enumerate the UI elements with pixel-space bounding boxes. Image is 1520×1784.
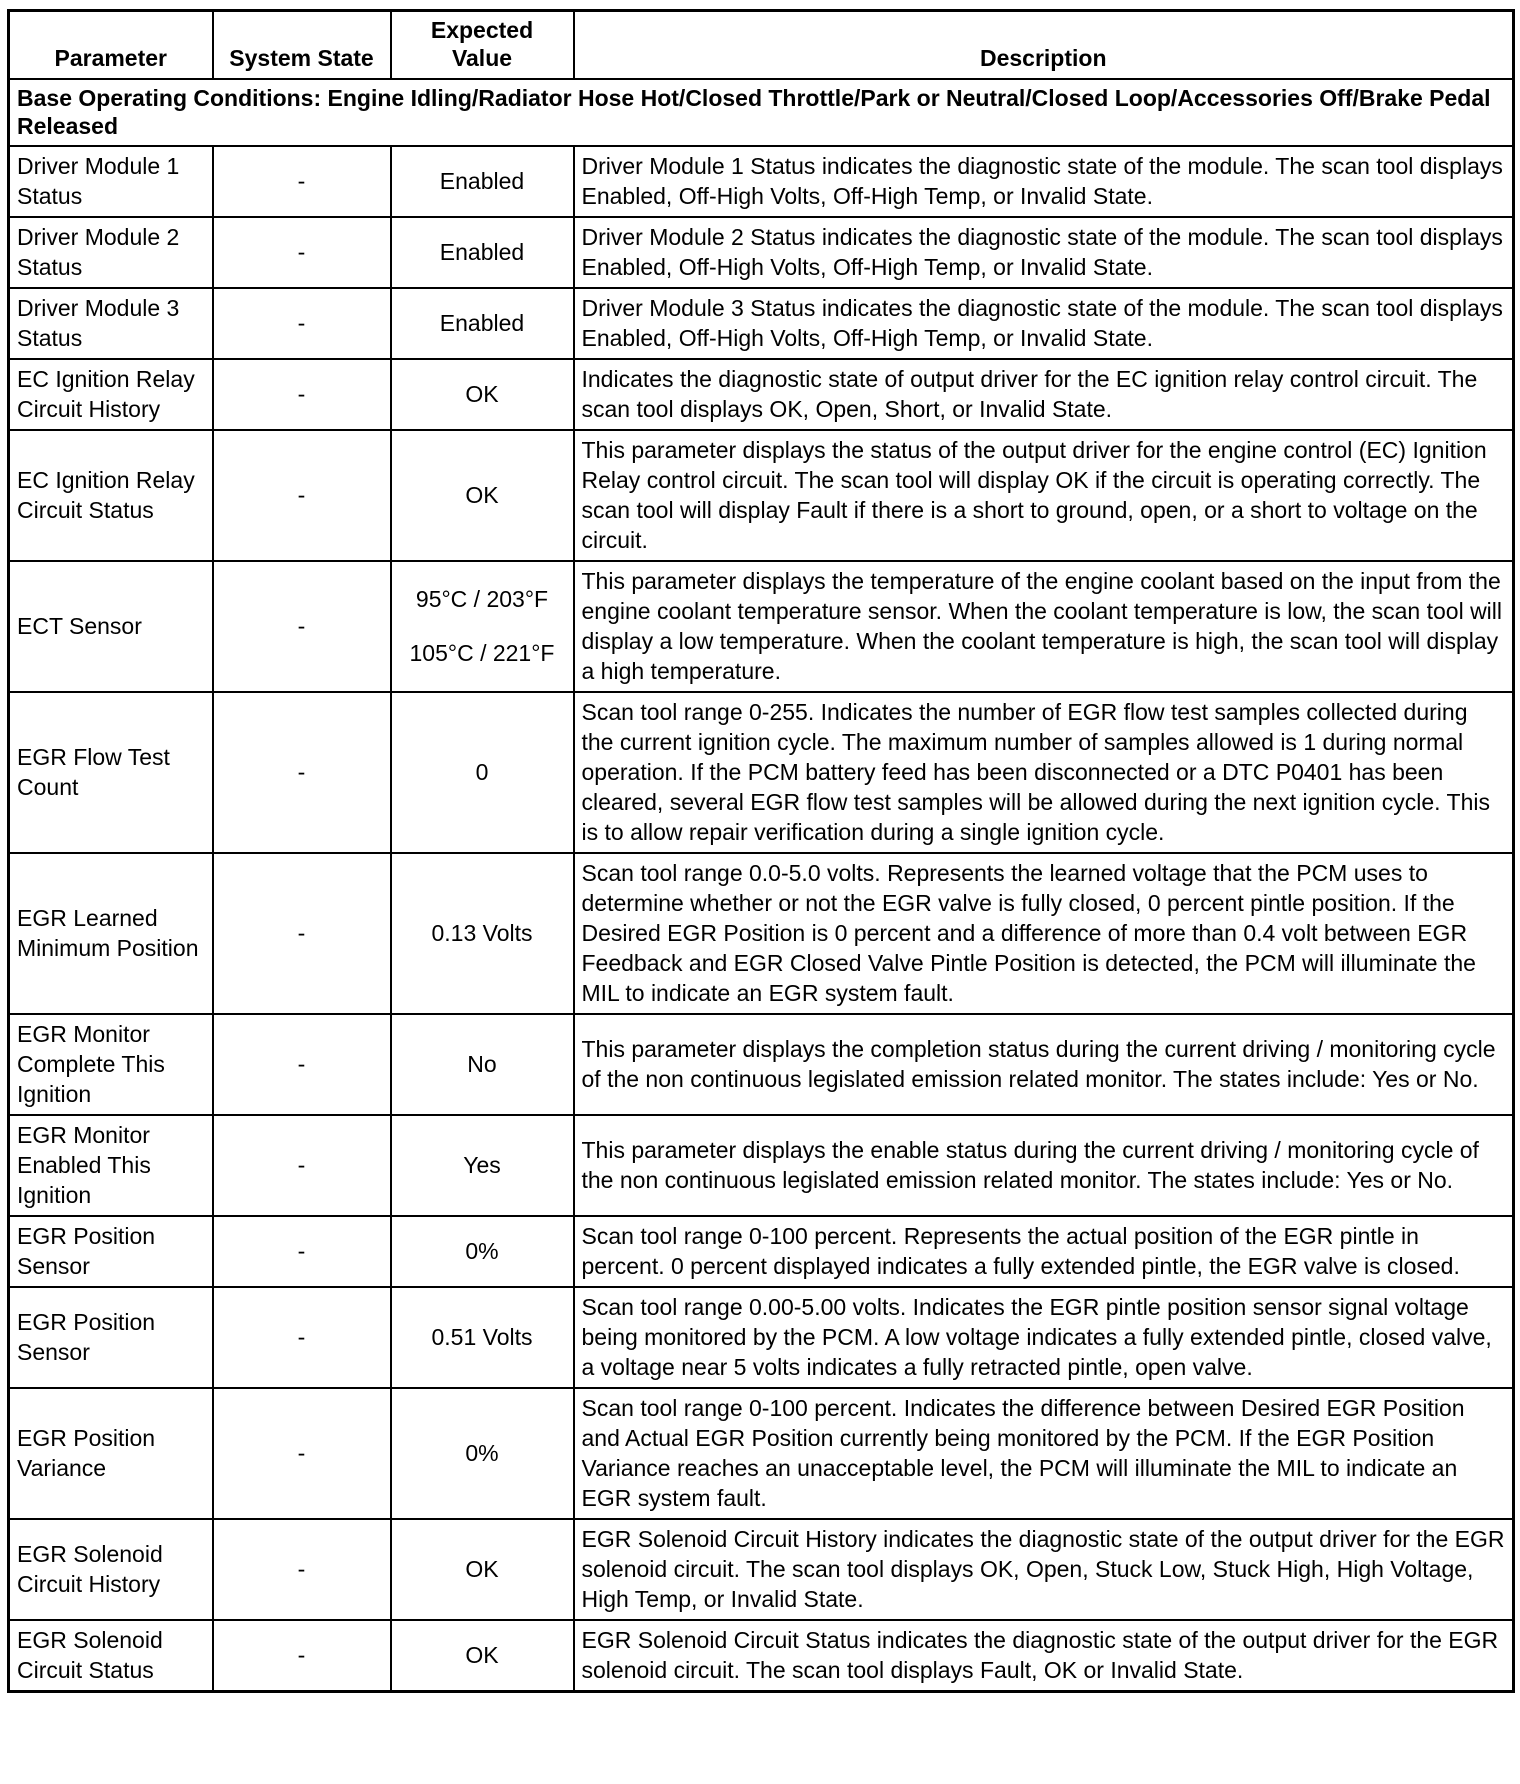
description-cell: Scan tool range 0-100 percent. Represents the actual position of the EGR pintle in percent. 0 percent displayed indicates a fully extended pintle, the EGR valve is closed. bbox=[574, 1216, 1514, 1287]
description-cell: Scan tool range 0-100 percent. Indicates the difference between Desired EGR Position and Actual EGR Position currently being monitored by the PCM. If the EGR Position Variance reaches an unacceptable level, the PCM will illuminate the MIL to indicate an EGR system fault. bbox=[574, 1388, 1514, 1519]
parameter-cell: EGR Flow Test Count bbox=[9, 692, 213, 853]
table-row bbox=[9, 1014, 1514, 1115]
table-row bbox=[9, 853, 1514, 1014]
system-state-cell: - bbox=[213, 1216, 391, 1287]
system-state-cell: - bbox=[213, 217, 391, 288]
parameter-cell: Driver Module 2 Status bbox=[9, 217, 213, 288]
parameter-cell: EGR Position Variance bbox=[9, 1388, 213, 1519]
expected-value: Enabled bbox=[439, 168, 525, 194]
table-row bbox=[9, 1519, 1514, 1620]
expected-value-cell bbox=[391, 1115, 574, 1216]
table-row bbox=[9, 1287, 1514, 1388]
expected-value: Enabled bbox=[439, 310, 525, 336]
description-cell: This parameter displays the completion status during the current driving / monitoring cycle of the non continuous legislated emission related monitor. The states include: Yes or No. bbox=[574, 1014, 1514, 1115]
expected-value-cell bbox=[391, 430, 574, 561]
expected-value-cell bbox=[391, 359, 574, 430]
conditions-row bbox=[9, 79, 1514, 146]
expected-value: Yes bbox=[463, 1152, 501, 1178]
parameter-cell: EC Ignition Relay Circuit History bbox=[9, 359, 213, 430]
parameter-table bbox=[7, 9, 1515, 1693]
description-cell: This parameter displays the enable status during the current driving / monitoring cycle of the non continuous legislated emission related monitor. The states include: Yes or No. bbox=[574, 1115, 1514, 1216]
expected-value-cell bbox=[391, 692, 574, 853]
parameter-cell: EGR Solenoid Circuit History bbox=[9, 1519, 213, 1620]
system-state-cell: - bbox=[213, 853, 391, 1014]
parameter-cell: EGR Position Sensor bbox=[9, 1216, 213, 1287]
expected-value: Enabled bbox=[439, 239, 525, 265]
description-cell: Indicates the diagnostic state of output driver for the EC ignition relay control circuit. The scan tool displays OK, Open, Short, or Invalid State. bbox=[574, 359, 1514, 430]
table-row bbox=[9, 1388, 1514, 1519]
parameter-cell: EGR Position Sensor bbox=[9, 1287, 213, 1388]
system-state-cell: - bbox=[213, 1014, 391, 1115]
expected-value: 0.13 Volts bbox=[431, 920, 533, 946]
expected-value-cell bbox=[391, 1014, 574, 1115]
expected-value: OK bbox=[465, 1642, 499, 1668]
table-row bbox=[9, 561, 1514, 692]
table-row bbox=[9, 1216, 1514, 1287]
table-row bbox=[9, 217, 1514, 288]
parameter-cell: Driver Module 1 Status bbox=[9, 146, 213, 217]
expected-value: No bbox=[467, 1051, 497, 1077]
system-state-cell: - bbox=[213, 288, 391, 359]
description-cell: This parameter displays the status of the output driver for the engine control (EC) Ignition Relay control circuit. The scan tool will display OK if the circuit is operating correctly. The scan tool will display Fault if there is a short to ground, open, or a short to voltage on the circuit. bbox=[574, 430, 1514, 561]
system-state-cell: - bbox=[213, 1388, 391, 1519]
expected-value: 95°C / 203°F bbox=[415, 586, 549, 612]
header-expected-value: Expected Value bbox=[391, 11, 574, 80]
system-state-cell: - bbox=[213, 561, 391, 692]
base-operating-conditions: Base Operating Conditions: Engine Idling/Radiator Hose Hot/Closed Throttle/Park or Neutral/Closed Loop/Accessories Off/Brake Pedal Released bbox=[9, 79, 1514, 146]
table-row bbox=[9, 1115, 1514, 1216]
table-row bbox=[9, 1620, 1514, 1692]
system-state-cell: - bbox=[213, 692, 391, 853]
parameter-cell: EGR Monitor Complete This Ignition bbox=[9, 1014, 213, 1115]
description-cell: Scan tool range 0.0-5.0 volts. Represents the learned voltage that the PCM uses to determine whether or not the EGR valve is fully closed, 0 percent pintle position. If the Desired EGR Position is 0 percent and a difference of more than 0.4 volt between EGR Feedback and EGR Closed Valve Pintle Position is detected, the PCM will illuminate the MIL to indicate an EGR system fault. bbox=[574, 853, 1514, 1014]
expected-value: 0.51 Volts bbox=[431, 1324, 533, 1350]
description-cell: EGR Solenoid Circuit History indicates the diagnostic state of the output driver for the EGR solenoid circuit. The scan tool displays OK, Open, Stuck Low, Stuck High, High Voltage, High Temp, or Invalid State. bbox=[574, 1519, 1514, 1620]
description-cell: Scan tool range 0-255. Indicates the number of EGR flow test samples collected during the current ignition cycle. The maximum number of samples allowed is 1 during normal operation. If the PCM battery feed has been disconnected or a DTC P0401 has been cleared, several EGR flow test samples will be allowed during the next ignition cycle. This is to allow repair verification during a single ignition cycle. bbox=[574, 692, 1514, 853]
description-cell: Driver Module 2 Status indicates the diagnostic state of the module. The scan tool displays Enabled, Off-High Volts, Off-High Temp, or Invalid State. bbox=[574, 217, 1514, 288]
expected-value-cell bbox=[391, 1388, 574, 1519]
expected-value: 105°C / 221°F bbox=[409, 640, 555, 666]
system-state-cell: - bbox=[213, 1519, 391, 1620]
expected-value: OK bbox=[465, 381, 499, 407]
header-row bbox=[9, 11, 1514, 80]
table-row bbox=[9, 288, 1514, 359]
description-cell: Scan tool range 0.00-5.00 volts. Indicates the EGR pintle position sensor signal voltage being monitored by the PCM. A low voltage indicates a fully extended pintle, closed valve, a voltage near 5 volts indicates a fully retracted pintle, open valve. bbox=[574, 1287, 1514, 1388]
expected-value-cell bbox=[391, 853, 574, 1014]
expected-value-cell bbox=[391, 1216, 574, 1287]
table-row bbox=[9, 430, 1514, 561]
expected-value-cell bbox=[391, 288, 574, 359]
description-cell: This parameter displays the temperature of the engine coolant based on the input from the engine coolant temperature sensor. When the coolant temperature is low, the scan tool will display a low temperature. When the coolant temperature is high, the scan tool will display a high temperature. bbox=[574, 561, 1514, 692]
expected-value-cell bbox=[391, 561, 574, 692]
table-row bbox=[9, 146, 1514, 217]
description-cell: Driver Module 3 Status indicates the diagnostic state of the module. The scan tool displays Enabled, Off-High Volts, Off-High Temp, or Invalid State. bbox=[574, 288, 1514, 359]
system-state-cell: - bbox=[213, 1115, 391, 1216]
expected-value-cell bbox=[391, 1519, 574, 1620]
system-state-cell: - bbox=[213, 146, 391, 217]
expected-value: 0 bbox=[475, 759, 489, 785]
expected-value-cell bbox=[391, 1620, 574, 1692]
expected-value: OK bbox=[465, 1556, 499, 1582]
system-state-cell: - bbox=[213, 1287, 391, 1388]
system-state-cell: - bbox=[213, 430, 391, 561]
expected-value: 0% bbox=[465, 1440, 499, 1466]
parameter-cell: EGR Solenoid Circuit Status bbox=[9, 1620, 213, 1692]
system-state-cell: - bbox=[213, 359, 391, 430]
header-description: Description bbox=[574, 11, 1514, 80]
expected-value-cell bbox=[391, 217, 574, 288]
table-row bbox=[9, 359, 1514, 430]
expected-value-cell bbox=[391, 1287, 574, 1388]
table-row bbox=[9, 692, 1514, 853]
header-system-state: System State bbox=[213, 11, 391, 80]
parameter-cell: ECT Sensor bbox=[9, 561, 213, 692]
description-cell: EGR Solenoid Circuit Status indicates the diagnostic state of the output driver for the EGR solenoid circuit. The scan tool displays Fault, OK or Invalid State. bbox=[574, 1620, 1514, 1692]
header-parameter: Parameter bbox=[9, 11, 213, 80]
expected-value: OK bbox=[465, 482, 499, 508]
system-state-cell: - bbox=[213, 1620, 391, 1692]
parameter-cell: Driver Module 3 Status bbox=[9, 288, 213, 359]
expected-value-cell bbox=[391, 146, 574, 217]
parameter-cell: EC Ignition Relay Circuit Status bbox=[9, 430, 213, 561]
parameter-cell: EGR Monitor Enabled This Ignition bbox=[9, 1115, 213, 1216]
parameter-cell: EGR Learned Minimum Position bbox=[9, 853, 213, 1014]
description-cell: Driver Module 1 Status indicates the diagnostic state of the module. The scan tool displays Enabled, Off-High Volts, Off-High Temp, or Invalid State. bbox=[574, 146, 1514, 217]
expected-value: 0% bbox=[465, 1238, 499, 1264]
